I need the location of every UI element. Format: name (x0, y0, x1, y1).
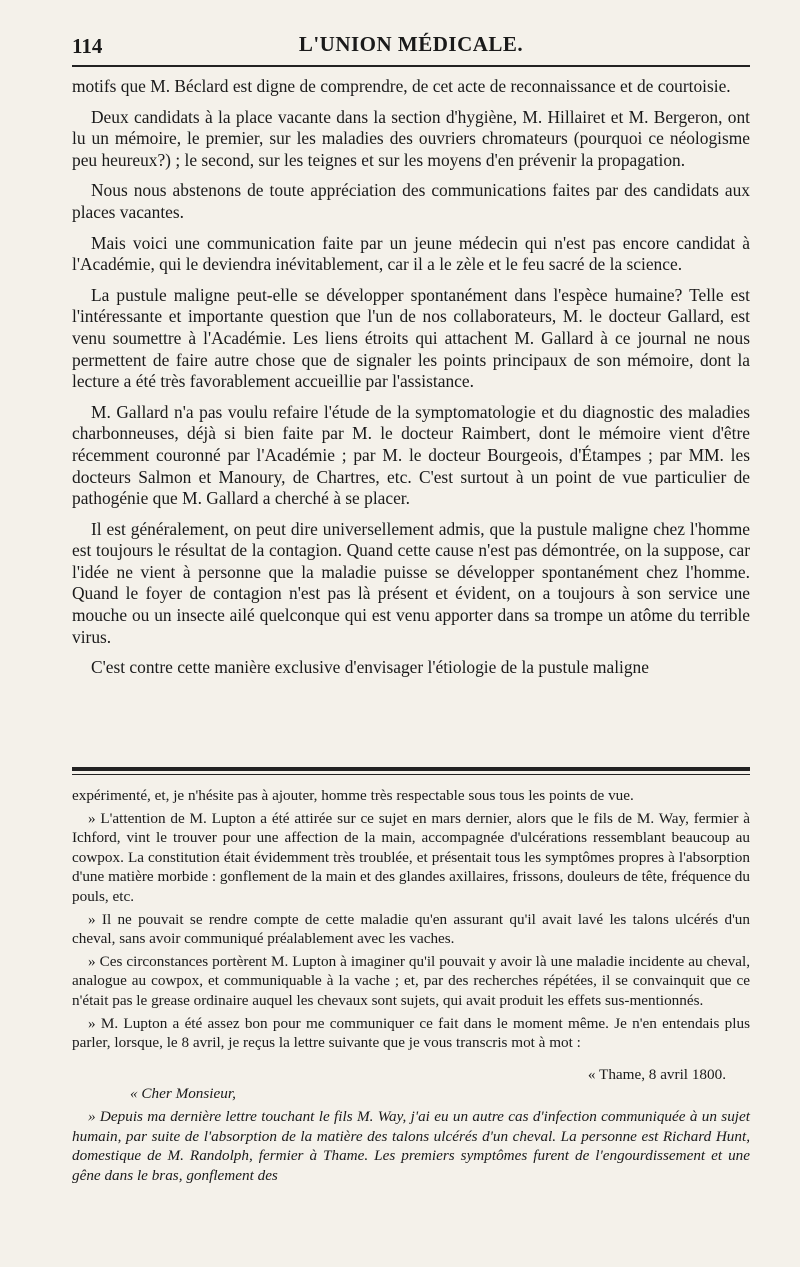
feuilleton-separator-thick (72, 767, 750, 771)
main-paragraph: Il est généralement, on peut dire universellement admis, que la pustule maligne chez l'homme est toujours le résultat de la contagion. Quand cette cause n'est pas démontrée, on la suppose, car l'idée ne vient à personne que la maladie puisse se développer spontanément chez l'homme. Quand le foyer de contagion n'est pas là présent et évident, on a toujours à son service une mouche ou un insecte ailé quelconque qui est venu apporter dans sa trompe un atôme du terrible virus. (72, 518, 750, 647)
letter-salutation: « Cher Monsieur, (130, 1085, 236, 1103)
main-paragraph: Deux candidats à la place vacante dans la section d'hygiène, M. Hillairet et M. Bergeron, ont lu un mémoire, le premier, sur les maladies des ouvriers chromateurs (pourquoi ce néologisme peu heureux?) ; le second, sur les teignes et sur les moyens d'en prévenir la propagation. (72, 106, 750, 170)
feuilleton-paragraph: expérimenté, et, je n'hésite pas à ajouter, homme très respectable sous tous les points de vue. (72, 787, 634, 804)
feuilleton-paragraph: » Il ne pouvait se rendre compte de cette maladie qu'en assurant qu'il avait lavé les talons ulcérés d'un cheval, sans avoir communiqué préalablement avec les vaches. (72, 910, 750, 948)
main-paragraph: La pustule maligne peut-elle se développer spontanément dans l'espèce humaine? Telle est l'intéressante et importante question que l'un de nos collaborateurs, M. le docteur Gallard, est venu soumettre à l'Académie. Les liens étroits qui attachent M. Gallard à ce journal ne nous permettent de faire autre chose que de signaler les points principaux de son mémoire, dont la lecture a été très favorablement accueillie par l'assistance. (72, 284, 750, 392)
feuilleton-column (72, 786, 750, 1188)
main-paragraph: Mais voici une communication faite par un jeune médecin qui n'est pas encore candidat à l'Académie, qui le deviendra inévitablement, car il a le zèle et le feu sacré de la science. (72, 232, 750, 275)
main-paragraph: C'est contre cette manière exclusive d'envisager l'étiologie de la pustule maligne (91, 657, 649, 678)
main-paragraph: M. Gallard n'a pas voulu refaire l'étude de la symptomatologie et du diagnostic des maladies charbonneuses, déjà si bien faite par M. le docteur Raimbert, dont le mémoire vient d'être récemment couronné par l'Académie ; par M. le docteur Bourgeois, d'Étampes ; par MM. les docteurs Salmon et Manoury, de Chartres, etc. C'est surtout à un point de vue particulier de pathogénie que M. Gallard a cherché à se placer. (72, 401, 750, 509)
running-header (72, 30, 750, 64)
main-paragraph: Nous nous abstenons de toute appréciation des communications faites par des candidats aux places vacantes. (72, 180, 750, 222)
feuilleton-paragraph: » L'attention de M. Lupton a été attirée sur ce sujet en mars dernier, alors que le fils de M. Way, fermier à Ichford, vint le trouver pour une affection de la main, accompagnée d'ulcérations ressemblant beaucoup au cowpox. La constitution était évidemment très troublée, et présentait tous les symptômes propres à l'absorption d'une matière morbide : gonflement de la main et des glandes axillaires, frissons, douleurs de tête, fréquence du pouls, etc. (72, 809, 750, 905)
main-column (72, 76, 750, 688)
feuilleton-separator-thin (72, 774, 750, 775)
running-title: L'UNION MÉDICALE. (298, 32, 524, 56)
header-rule (72, 65, 750, 67)
main-paragraph: motifs que M. Béclard est digne de comprendre, de cet acte de reconnaissance et de courtoisie. (72, 76, 731, 96)
feuilleton-paragraph: » Ces circonstances portèrent M. Lupton à imaginer qu'il pouvait y avoir là une maladie incidente au cheval, analogue au cowpox, et communiquable à la vache ; et, par des recherches répétées, il se convainquit que ce n'était pas le grease ordinaire auquel les chevaux sont sujets, qui avait produit les effets sus-mentionnés. (72, 952, 750, 1009)
letter-date-line: « Thame, 8 avril 1800. (587, 1065, 726, 1083)
letter-body: » Depuis ma dernière lettre touchant le fils M. Way, j'ai eu un autre cas d'infection communiquée à un sujet humain, par suite de l'absorption de la matière des talons ulcérés d'un cheval. La personne est Richard Hunt, domestique de M. Randolph, fermier à Thame. Les premiers symptômes furent de l'engourdissement et une gêne dans le bras, gonflement des (72, 1107, 750, 1184)
feuilleton-paragraph: » M. Lupton a été assez bon pour me communiquer ce fait dans le moment même. Je n'en entendais plus parler, lorsque, le 8 avril, je reçus la lettre suivante que je vous transcris mot à mot : (72, 1014, 750, 1052)
page-number: 114 (72, 34, 103, 58)
